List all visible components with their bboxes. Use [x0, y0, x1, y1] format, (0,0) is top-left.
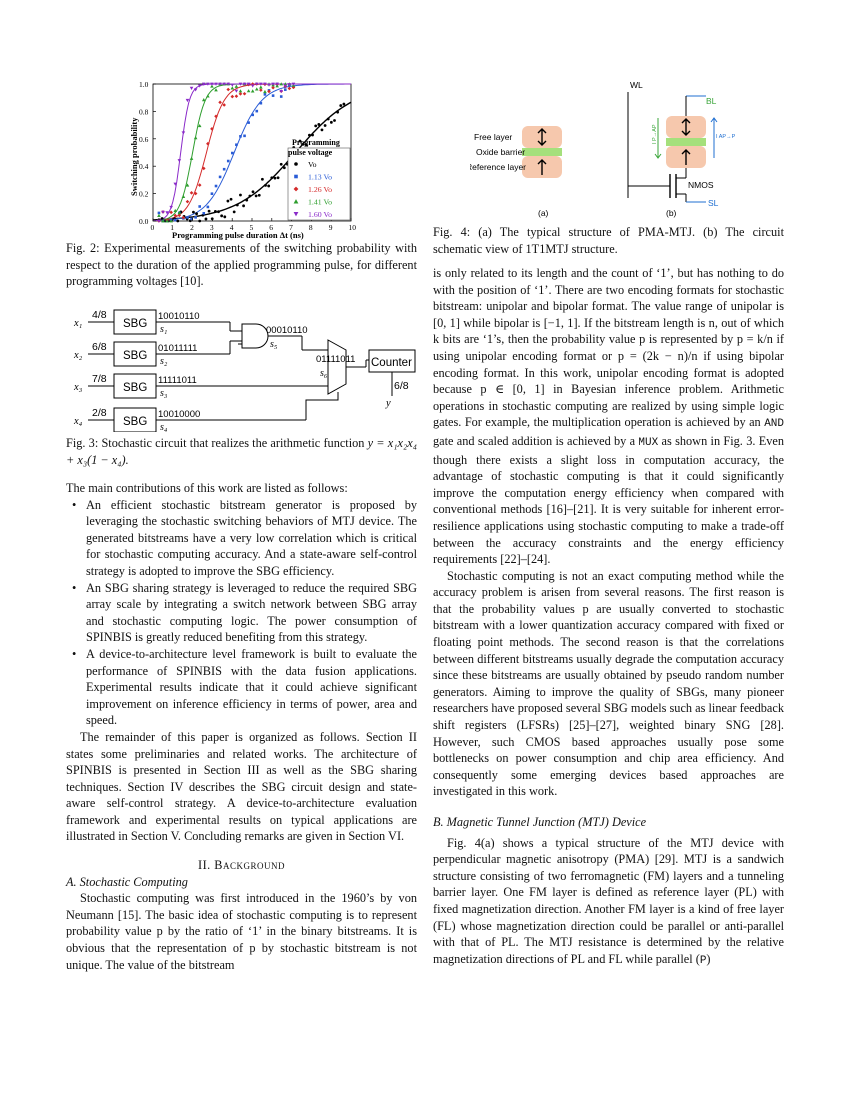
current-ap-to-p-label: I AP→P [716, 134, 736, 140]
p-keyword: P [699, 954, 707, 967]
free-layer-label: Free layer [474, 132, 513, 142]
data-point [330, 121, 333, 124]
bits-s1: 10010110 [158, 311, 200, 322]
data-point [277, 176, 280, 179]
one-t-one-mtj-circuit [628, 80, 736, 218]
encoding-paragraph-part-2: gate and scaled addition is achieved by a [433, 433, 636, 448]
data-point [255, 110, 258, 113]
data-point [261, 178, 264, 181]
data-point [314, 124, 317, 127]
data-point [206, 94, 210, 97]
data-point [235, 85, 239, 88]
data-point [186, 200, 190, 204]
figure-4-caption: Fig. 4: (a) The typical structure of PMA-MTJ. (b) The circuit schematic view of 1T1MTJ structure. [433, 225, 784, 256]
data-point [219, 176, 222, 179]
data-point [227, 200, 230, 203]
data-point [223, 215, 226, 218]
data-point [182, 131, 186, 134]
data-point [272, 94, 275, 97]
label-s6: s₆ [320, 368, 328, 379]
contributions-intro: The main contributions of this work are listed as follows: [66, 481, 348, 495]
y-tick-label: 0.8 [139, 107, 149, 117]
figure-3-caption-formula: y = x₁x₂x₄ + x₃(1 − x₄). [66, 436, 417, 467]
data-point [198, 220, 201, 223]
data-point [239, 89, 243, 92]
figure-4b-label: (b) [666, 208, 677, 218]
label-s3: s₃ [160, 388, 168, 399]
data-point [198, 183, 202, 187]
data-point [333, 119, 336, 122]
label-s1: s₁ [160, 324, 168, 335]
data-point [274, 177, 277, 180]
data-point [283, 166, 286, 169]
figure-3-caption [66, 435, 417, 468]
data-point [215, 185, 218, 188]
x-tick-label: 6 [269, 223, 274, 232]
right-column-body [433, 265, 784, 969]
data-point [252, 190, 255, 193]
legend-entry: 1.60 Vo [308, 210, 332, 219]
data-point [235, 90, 239, 93]
sbg-label-4: SBG [123, 416, 148, 428]
input-x1: x₁ [74, 318, 83, 329]
nmos-label: NMOS [688, 180, 714, 190]
data-point [211, 192, 214, 195]
contributions-list [66, 497, 417, 729]
sbg-label-2: SBG [123, 350, 148, 362]
bits-s3: 11111011 [158, 375, 197, 386]
data-point [280, 163, 283, 166]
data-point [233, 210, 236, 213]
y-tick-label: 0.4 [139, 162, 149, 172]
data-point [239, 92, 243, 96]
sbg-label-1: SBG [123, 318, 148, 330]
counter-label: Counter [371, 357, 412, 369]
data-point [169, 206, 173, 209]
organization-paragraph: The remainder of this paper is organized as follows. Section II states some preliminaries and related works. The architecture of SPINBIS is presented in Section III as well as the SBG sharing techniques. Section IV describes the SBG circuit design and state-aware self-control strategy. A device-to-architecture evaluation framework and experimental results on typical applications are illustrated in Section V. Concluding remarks are given in Section VI. [66, 729, 417, 844]
accuracy-paragraph: Stochastic computing is not an exact computing method while the accuracy problem is arisen from several reasons. The first reason is that the probability values p are usually converted to stochastic bitstream with a lower quantization accuracy compared with fixed or floating point methods. The second reason is that the correlations between different bitstreams usually degrade the computation accuracy since these bitstreams are usually obtained by pseudo random number generators. Aiming to improve the quality of SBGs, many pioneer researchers have proposed several SBG models such as linear feedback shift registers (LFSRs) [25]–[27], weighted binary SNG [28]. However, such CMOS based approaches usually pose some bottlenecks on power consumption and chip area efficiency. And consequently some emerging devices based approaches are investigated in this work. [433, 568, 784, 799]
data-point [190, 87, 194, 90]
legend-entry: Vo [308, 160, 317, 169]
legend-title-2: pulse voltage [288, 148, 333, 157]
data-point [198, 205, 201, 208]
sl-label: SL [708, 198, 719, 208]
data-point [157, 214, 161, 217]
data-point [251, 84, 255, 87]
data-point [194, 216, 197, 219]
data-point [251, 114, 254, 117]
bits-s6: 01111011 [316, 354, 356, 365]
data-point [324, 124, 327, 127]
data-point [236, 204, 239, 207]
legend-entry: 1.41 Vo [308, 197, 332, 207]
wl-label: WL [630, 80, 643, 90]
subsection-mtj-device: B. Magnetic Tunnel Junction (MTJ) Device [433, 815, 647, 829]
data-point [259, 85, 263, 88]
label-s4: s₄ [160, 422, 168, 432]
data-point [255, 87, 259, 90]
data-point [205, 218, 208, 221]
figure-3 [70, 300, 420, 432]
section-title-background: II. Background [197, 858, 286, 873]
current-p-to-ap-label: I P→AP [652, 124, 658, 144]
data-point [245, 199, 248, 202]
mtj-paragraph-part-1: Fig. 4(a) shows a typical structure of the MTJ device with perpendicular magnetic anisotropy (PMA) [29]. MTJ is a sandwich structure consisting of two ferromagnetic (FM) layers and a tunneling barrier layer. One FM layer is defined as reference layer (PL) with fixed magnetization direction. Another FM layer is a kind of free layer (FL) whose magnetization direction could be parallel or anti-parallel with that of PL. The MTJ resistance is determined by the relative magnetization directions of PL and FL while parallel ( [433, 835, 784, 966]
sbg-label-3: SBG [123, 382, 148, 394]
data-point [343, 103, 346, 106]
data-point [247, 121, 250, 124]
data-point [321, 128, 324, 131]
data-point [258, 194, 261, 197]
encoding-paragraph-part-1: is only related to its length and the count of ‘1’, but has nothing to do with the position of ‘1’. There are two encoding formats for stochastic bitstream: unipolar and bipolar format. The value range of unipolar is [0, 1] while bipolar is [−1, 1]. If the bitstream length is n, out of which k bits are ‘1’s, then the probability value p is represented by p = k/n if using unipolar encoding format or p = (2k − n)/n if using bipolar encoding format. In this work, unipolar encoding format is adopted because p ∈ [0, 1] in Bayesian inference problem. Arithmetic operations in stochastic computing are realized by using simple logic gates. For example, the multiplication operation is achieved by an [433, 266, 784, 430]
and-gate [242, 324, 268, 348]
x-axis-label: Programming pulse duration Δt (ns) [172, 230, 304, 240]
x-tick-label: 10 [348, 223, 356, 232]
bits-s2: 01011111 [158, 343, 198, 354]
figure-2 [120, 74, 370, 242]
data-point [243, 92, 247, 96]
bits-s5: 00010110 [266, 325, 308, 336]
input-x4: x₄ [74, 416, 83, 427]
data-point [242, 204, 245, 207]
legend-entry: 1.26 Vo [308, 185, 332, 194]
legend-title-1: Programming [292, 138, 340, 147]
label-s5: s₅ [270, 339, 278, 350]
x-tick-label: 1 [170, 223, 175, 232]
prob-x1: 4/8 [92, 309, 107, 321]
mtj-paragraph [433, 835, 784, 970]
figure-4 [470, 74, 760, 222]
x-tick-label: 5 [249, 223, 254, 232]
bits-s4: 10010000 [158, 409, 201, 420]
data-point [327, 118, 330, 121]
mux-keyword: MUX [638, 436, 659, 449]
data-point [280, 95, 283, 98]
data-point [192, 211, 195, 214]
data-point [311, 134, 314, 137]
and-keyword: AND [764, 418, 784, 431]
mux [328, 340, 346, 394]
left-column-body [66, 480, 417, 973]
data-point [208, 210, 211, 213]
data-point [176, 220, 179, 223]
switching-probability-chart [120, 74, 370, 242]
subsection-stochastic-computing: A. Stochastic Computing [66, 874, 188, 889]
y-tick-label: 1.0 [139, 80, 149, 89]
encoding-paragraph-part-3: as shown in Fig. 3. Even though there exists a slight loss in computation accuracy, the advantage of stochastic computing is that it could significantly improve the computation energy efficiency when compared with conventional methods [16]–[21]. It is very suitable for inherent error-resilience applications using stochastic computing to make a trade-off between the accuracy constraints and the energy efficiency requirements [22]–[24]. [433, 433, 784, 567]
contribution-item-2: • An SBG sharing strategy is leveraged to reduce the required SBG array scale by integrating a switch network between SBG array and stochastic computing logic. The power consumption of SPINBIS is greatly reduced benefiting from this strategy. [82, 580, 417, 646]
figure-3-caption-text: Fig. 3: Stochastic circuit that realizes the arithmetic function [66, 436, 365, 450]
data-point [239, 135, 242, 138]
data-point [260, 102, 263, 105]
data-point [227, 160, 230, 163]
data-point [308, 134, 311, 137]
data-point [174, 219, 177, 222]
data-point [214, 210, 217, 213]
pma-mtj-diagram [470, 74, 760, 222]
data-point [235, 94, 239, 98]
legend-entry: 1.13 Vo [308, 172, 332, 182]
data-point [255, 194, 258, 197]
data-point [231, 84, 235, 87]
output-y: y [386, 398, 391, 409]
data-point [218, 101, 222, 105]
data-point [220, 214, 223, 217]
data-point [190, 157, 194, 160]
prob-x3: 7/8 [92, 373, 107, 385]
x-tick-label: 7 [289, 223, 293, 232]
data-point [217, 210, 220, 213]
data-point [226, 88, 230, 92]
output-prob: 6/8 [394, 380, 409, 392]
data-point [178, 159, 182, 162]
legend-marker [294, 162, 298, 166]
oxide-barrier-label: Oxide barrier [476, 147, 526, 157]
data-point [190, 191, 194, 195]
y-axis-label: Switching probability [129, 117, 139, 196]
x-tick-label: 4 [229, 223, 234, 232]
legend-marker [294, 175, 298, 179]
x-tick-label: 9 [328, 223, 333, 232]
data-point [264, 184, 267, 187]
data-point [251, 89, 255, 92]
data-point [231, 95, 235, 99]
data-point [270, 176, 273, 179]
label-s2: s₂ [160, 356, 168, 367]
data-point [247, 89, 251, 92]
mtj-paragraph-part-2: ) [706, 951, 711, 966]
bl-label: BL [706, 96, 717, 106]
prob-x4: 2/8 [92, 407, 107, 419]
figure-2-caption: Fig. 2: Experimental measurements of the switching probability with respect to the duration of the applied programming pulse, for different programming voltages [10]. [66, 241, 417, 289]
data-point [235, 143, 238, 146]
prob-x2: 6/8 [92, 341, 107, 353]
contribution-item-1: • An efficient stochastic bitstream generator is proposed by leveraging the stochastic switching behaviors of MTJ device. The generated bitstreams have a very low correlation which is critical for stochastic computing accuracy. And a state-aware self-control strategy is adopted to improve the SBG efficiency. [82, 497, 417, 580]
data-point [230, 198, 233, 201]
data-point [186, 216, 189, 219]
reference-layer-label: Reference layer [470, 162, 527, 172]
data-point [339, 104, 342, 107]
data-point [182, 195, 186, 198]
x-tick-label: 2 [190, 223, 194, 232]
data-point [284, 88, 287, 91]
data-point [202, 98, 206, 101]
data-point [271, 86, 275, 90]
contribution-item-3: • A device-to-architecture level framework is built to evaluate the performance of SPINBIS with the data fusion applications. Experimental results indicate that it could achieve significant improvement on inference efficiency in terms of power, area and speed. [82, 646, 417, 729]
legend [288, 138, 350, 220]
x-tick-label: 3 [209, 223, 214, 232]
data-point [223, 168, 226, 171]
data-point [202, 212, 205, 215]
data-point [243, 135, 246, 138]
data-point [336, 111, 339, 114]
y-tick-label: 0.6 [139, 134, 149, 144]
data-point [259, 88, 263, 92]
data-point [264, 93, 267, 96]
data-point [248, 195, 251, 198]
data-point [263, 90, 267, 93]
encoding-paragraph [433, 265, 784, 568]
input-x2: x₂ [74, 350, 83, 361]
data-point [194, 136, 198, 139]
data-point [231, 152, 234, 155]
data-point [267, 185, 270, 188]
y-tick-label: 0.2 [139, 189, 149, 199]
stochastic-computing-paragraph: Stochastic computing was first introduced in the 1960’s by von Neumann [15]. The basic idea of stochastic computing is to represent probability value p by the ratio of ‘1’ in the binary bitstreams. It is obvious that the representation of p by stochastic bitstream is not unique. The value of the bitstream [66, 891, 417, 972]
data-point [207, 206, 210, 209]
data-point [195, 212, 198, 215]
x-tick-label: 0 [150, 223, 155, 232]
x-tick-label: 8 [308, 223, 313, 232]
stochastic-circuit-diagram [70, 300, 420, 432]
mtj-structure [470, 126, 562, 218]
y-tick-label: 0.0 [139, 217, 149, 226]
data-point [317, 123, 320, 126]
input-x3: x₃ [74, 382, 83, 393]
figure-4a-label: (a) [538, 208, 549, 218]
data-point [239, 194, 242, 197]
